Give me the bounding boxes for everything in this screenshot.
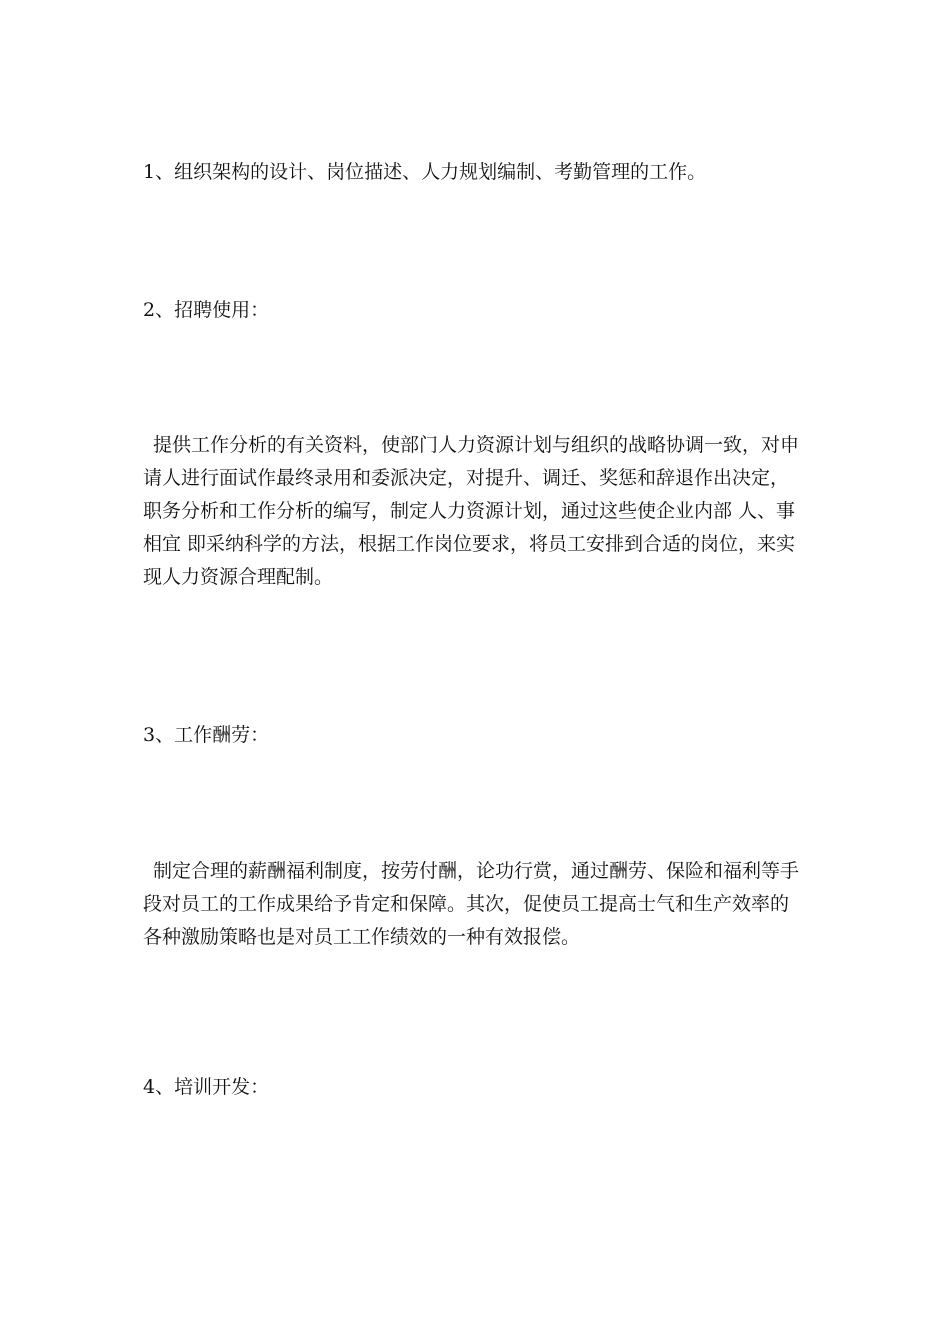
item-2-body-line: 现人力资源合理配制。 [143,566,334,588]
item-2-body [143,429,813,594]
item-2-body-line: 请人进行面试作最终录用和委派决定，对提升、调迁、奖惩和辞退作出决定， [143,467,790,489]
item-3-heading: 3、工作酬劳： [143,724,270,746]
item-2-body-line: 相宜 即采纳科学的方法，根据工作岗位要求，将员工安排到合适的岗位，来实 [143,533,796,555]
item-2-heading: 2、招聘使用： [143,299,270,321]
item-3-body-line: 各种激励策略也是对员工工作绩效的一种有效报偿。 [143,926,581,948]
item-2-body-line: 提供工作分析的有关资料，使部门人力资源计划与组织的战略协调一致，对申 [153,434,800,456]
item-4-heading: 4、培训开发： [143,1076,270,1098]
item-1-text: 1、组织架构的设计、岗位描述、人力规划编制、考勤管理的工作。 [143,161,707,183]
item-3-body [143,855,813,954]
item-3-body-line: 段对员工的工作成果给予肯定和保障。其次，促使员工提高士气和生产效率的 [143,893,790,915]
item-2-body-line: 职务分析和工作分析的编写，制定人力资源计划，通过这些使企业内部 人、事 [143,500,796,522]
item-3-body-line: 制定合理的薪酬福利制度，按劳付酬，论功行赏，通过酬劳、保险和福利等手 [153,860,800,882]
